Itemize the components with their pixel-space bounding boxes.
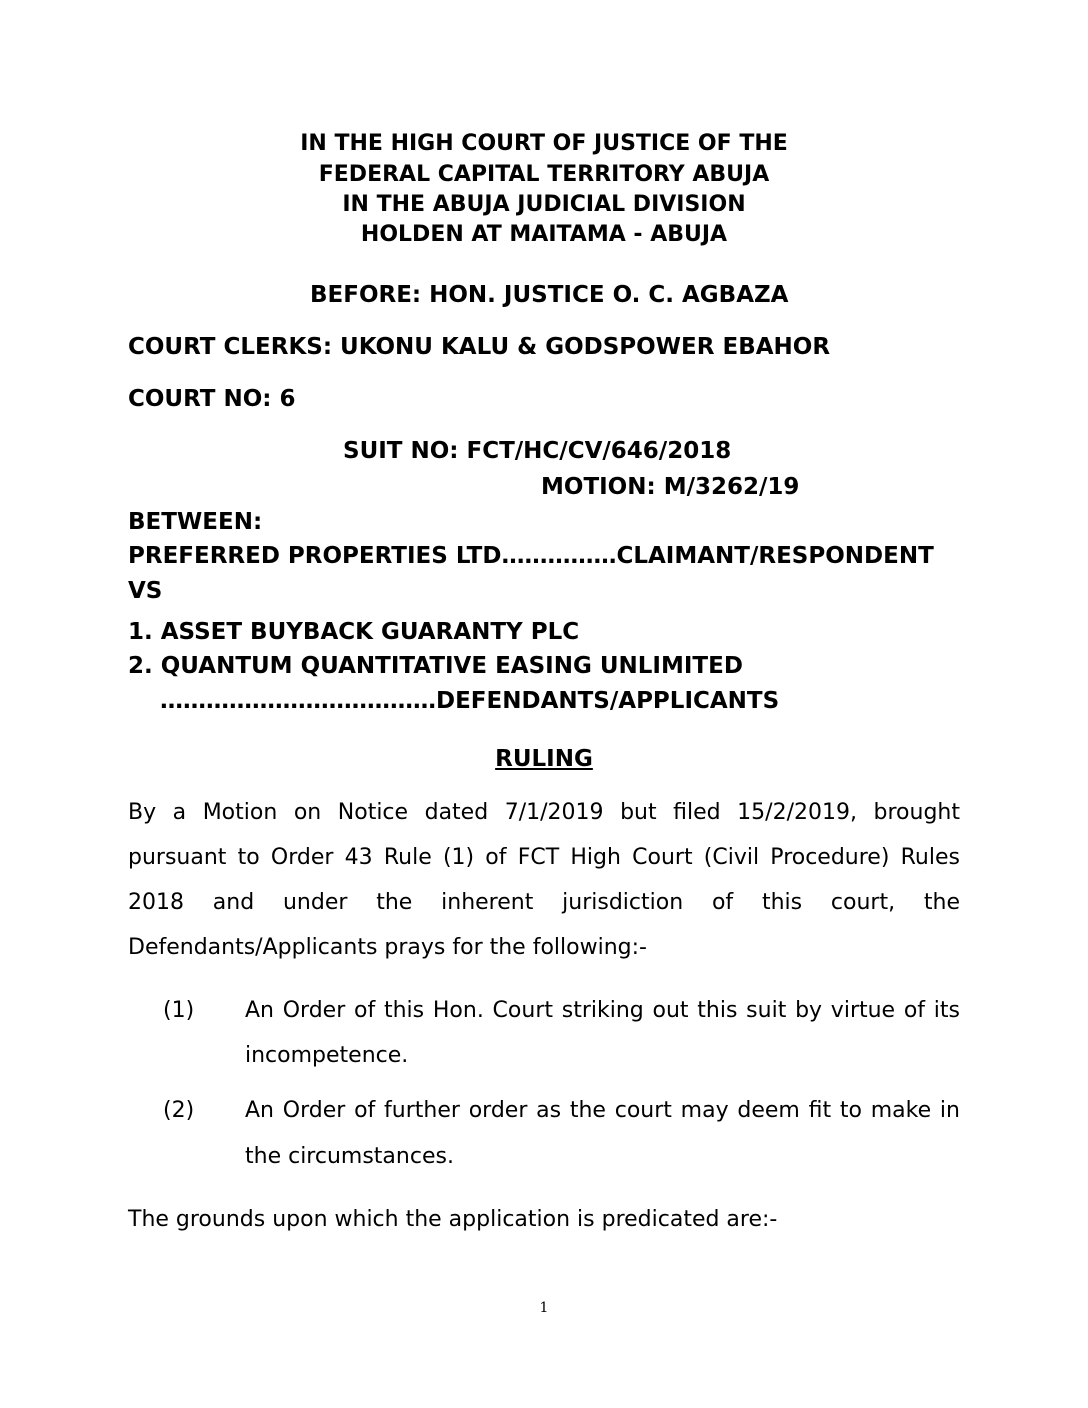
motion-number: MOTION: M/3262/19 [541, 474, 800, 500]
between-label: BETWEEN: [128, 509, 263, 535]
prayer-2-number: (2) [163, 1098, 195, 1123]
intro-line-1: By a Motion on Notice dated 7/1/2019 but filed 15/2/2019, brought [128, 800, 960, 825]
before-judge: BEFORE: HON. JUSTICE O. C. AGBAZA [310, 282, 789, 308]
defendant-2: 2. QUANTUM QUANTITATIVE EASING UNLIMITED [128, 653, 743, 679]
court-header-line-3: IN THE ABUJA JUDICIAL DIVISION [342, 192, 746, 217]
intro-line-2: pursuant to Order 43 Rule (1) of FCT High Court (Civil Procedure) Rules [128, 845, 960, 870]
ruling-heading [0, 746, 1088, 772]
defendant-1: 1. ASSET BUYBACK GUARANTY PLC [128, 619, 580, 645]
versus-label: VS [128, 578, 163, 604]
grounds-intro: The grounds upon which the application is predicated are:- [128, 1207, 778, 1232]
court-header-line-2: FEDERAL CAPITAL TERRITORY ABUJA [318, 162, 770, 187]
prayer-2-line-2: the circumstances. [245, 1144, 454, 1169]
suit-number: SUIT NO: FCT/HC/CV/646/2018 [343, 438, 732, 464]
defendants-role: ………………………………DEFENDANTS/APPLICANTS [160, 688, 780, 714]
ruling-title: RULING [495, 746, 593, 772]
court-header-line-4: HOLDEN AT MAITAMA - ABUJA [360, 222, 728, 247]
court-clerks: COURT CLERKS: UKONU KALU & GODSPOWER EBAHOR [128, 334, 831, 360]
intro-line-3: 2018 and under the inherent jurisdiction of this court, the [128, 890, 960, 915]
page-number: 1 [539, 1300, 549, 1316]
prayer-2-line-1: An Order of further order as the court may deem fit to make in [245, 1098, 960, 1123]
court-header-line-1: IN THE HIGH COURT OF JUSTICE OF THE [300, 131, 788, 156]
prayer-1-line-2: incompetence. [245, 1043, 409, 1068]
intro-line-4: Defendants/Applicants prays for the following:- [128, 935, 647, 960]
court-number: COURT NO: 6 [128, 386, 296, 412]
prayer-1-line-1: An Order of this Hon. Court striking out this suit by virtue of its [245, 998, 960, 1023]
prayer-1-number: (1) [163, 998, 195, 1023]
claimant-line: PREFERRED PROPERTIES LTD……………CLAIMANT/RESPONDENT [128, 543, 934, 569]
